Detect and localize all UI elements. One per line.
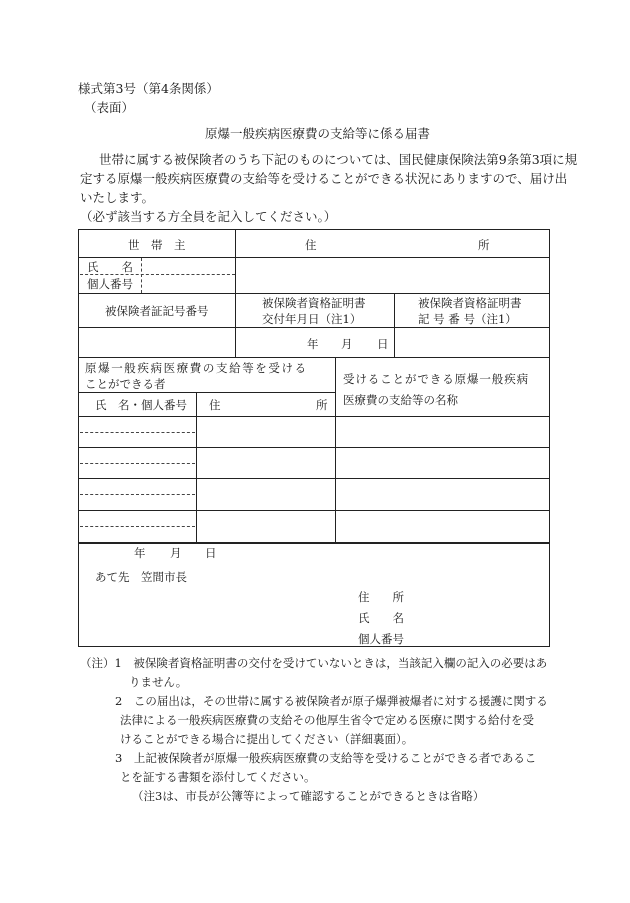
col-line	[196, 392, 197, 542]
receivable-label-2: 医療費の支給等の名称	[343, 393, 458, 407]
intro-line-3: いたします。	[80, 190, 155, 205]
side-label: （表面）	[84, 100, 135, 115]
note-3-line-1: 3 上記被保険者が原爆一般疾病医療費の支給等を受けることができる者であるこ	[115, 751, 537, 765]
col-line	[141, 258, 142, 293]
note-3-line-3: （注3は、市長が公簿等によって確認することができるときは省略）	[132, 789, 485, 803]
form-number: 様式第3号（第4条関係）	[78, 81, 219, 96]
col-address-label-left: 住	[209, 398, 221, 412]
row-line	[79, 293, 549, 294]
note-2-line-1: 2 この届出は，その世帯に属する被保険者が原子爆弾被爆者に対する援護に関する	[115, 694, 548, 708]
insured-number-label: 被保険者証記号番号	[105, 304, 209, 318]
cert-date-label-1: 被保険者資格証明書	[262, 296, 366, 310]
col-line	[394, 293, 395, 357]
note-1-line-2: りません。	[129, 675, 188, 689]
row-line	[79, 510, 549, 511]
eligible-label-2: ことができる者	[85, 377, 166, 391]
submit-year: 年	[134, 546, 146, 560]
cell-divider	[80, 526, 195, 527]
note-3-line-2: とを証する書類を添付してください。	[120, 770, 316, 784]
row-line	[79, 257, 549, 258]
address-label-right: 所	[478, 238, 490, 252]
note-2-line-2: 法律による一般疾病医療費の支給その他厚生省令で定める医療に関する給付を受	[120, 713, 534, 727]
row-line	[79, 447, 549, 448]
addressee: あて先 笠間市長	[95, 570, 187, 584]
eligible-label-1: 原爆一般疾病医療費の支給等を受ける	[85, 361, 308, 375]
address-label-left: 住	[305, 238, 317, 252]
col-line	[335, 357, 336, 542]
date-year: 年	[307, 337, 319, 351]
note-1-line-1: （注）1 被保険者資格証明書の交付を受けていないときは，当該記入欄の記入の必要はあ	[80, 656, 548, 670]
note-2-line-3: けることができる場合に提出してください（詳細裏面）。	[120, 732, 414, 746]
name-label: 氏 名	[87, 260, 133, 274]
row-line	[79, 478, 549, 479]
intro-note: （必ず該当する方全員を記入してください。）	[80, 209, 337, 224]
receivable-label-1: 受けることができる原爆一般疾病	[343, 372, 529, 386]
date-month: 月	[341, 337, 353, 351]
submit-day: 日	[205, 546, 217, 560]
householder-label: 世 帯 主	[128, 238, 186, 252]
intro-line-1: 世帯に属する被保険者のうち下記のものについては、国民健康保険法第9条第3項に規	[99, 152, 578, 167]
date-day: 日	[377, 337, 389, 351]
applicant-address-label: 住 所	[358, 590, 404, 604]
applicant-mynumber-label: 個人番号	[358, 632, 404, 646]
page-title: 原爆一般疾病医療費の支給等に係る届書	[205, 126, 431, 141]
cell-divider	[80, 463, 195, 464]
cert-number-label-1: 被保険者資格証明書	[418, 296, 522, 310]
cert-date-label-2: 交付年月日（注1）	[262, 312, 362, 326]
row-line	[79, 357, 549, 358]
row-line	[79, 542, 549, 544]
cert-number-label-2: 記 号 番 号（注1）	[418, 312, 517, 326]
cell-divider	[80, 432, 195, 433]
intro-line-2: 定する原爆一般疾病医療費の支給等を受けることができる状況にありますので、届け出	[80, 171, 568, 186]
applicant-name-label: 氏 名	[358, 611, 404, 625]
col-name-label: 氏 名・個人番号	[95, 398, 187, 412]
row-line	[79, 392, 335, 393]
row-line	[79, 327, 549, 328]
submit-month: 月	[170, 546, 182, 560]
col-line	[235, 230, 236, 357]
mynumber-label: 個人番号	[87, 277, 133, 291]
cell-divider	[80, 494, 195, 495]
row-line	[79, 416, 549, 417]
col-address-label-right: 所	[316, 398, 328, 412]
